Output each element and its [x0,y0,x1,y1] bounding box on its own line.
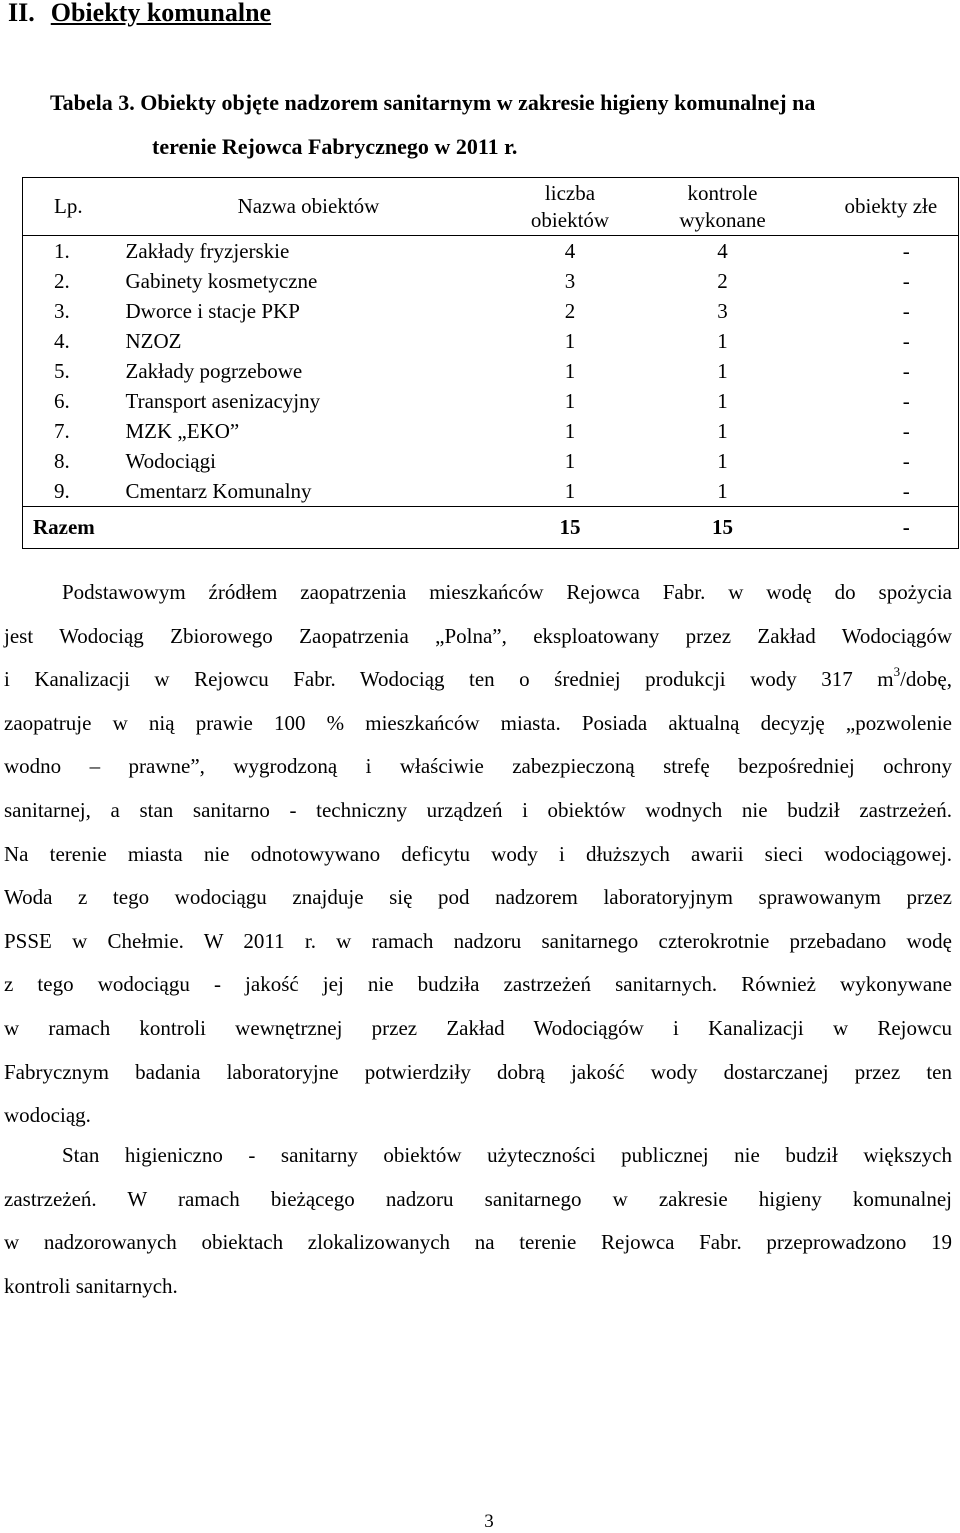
paragraph-line [4,702,952,746]
header-controls-line1: kontrole [687,180,758,205]
paragraph-line [4,1178,952,1222]
table-row [23,476,959,507]
row-lp: 6. [23,386,120,416]
row-lp: 9. [23,476,120,507]
paragraph-line-text: w nadzorowanych obiektach zlokalizowanych na terenie Rejowca Fabr. przeprowadzono 19 [4,1230,952,1255]
row-bad: - [803,476,959,507]
row-count: 4 [564,238,576,263]
paragraph-line [4,920,952,964]
row-controls: 1 [717,478,728,503]
row-bad: - [803,356,959,386]
paragraph-line-text: Podstawowym źródłem zaopatrzenia mieszkańców Rejowca Fabr. w wodę do spożycia [62,580,952,604]
table-total-row [23,507,959,549]
row-controls: 1 [717,448,728,473]
paragraph-line [4,571,952,615]
paragraph-line-text: sanitarnej, a stan sanitarno - techniczny urządzeń i obiektów wodnych nie budził zastrzeżeń. [4,797,952,822]
row-name: NZOZ [125,328,182,353]
section-title: Obiekty komunalne [50,0,272,27]
paragraph-line-text: wodociąg. [4,1103,91,1128]
total-label: Razem [23,507,498,549]
unit-suffix: /dobę, [900,667,952,692]
paragraph-line-text: z tego wodociągu - jakość jej nie budziła zastrzeżeń sanitarnych. Również wykonywane [4,972,952,997]
row-name: Dworce i stacje PKP [125,298,300,323]
row-bad: - [803,416,959,446]
row-lp: 4. [23,326,120,356]
row-controls: 4 [717,238,728,263]
row-count: 3 [564,268,576,293]
table-caption-line-1: Tabela 3. Obiekty objęte nadzorem sanitarnym w zakresie higieny komunalnej na [50,90,816,115]
row-count: 1 [564,328,576,353]
row-count: 1 [564,418,576,443]
paragraph-line [4,1051,952,1095]
paragraph-line-text: Stan higieniczno - sanitarny obiektów użyteczności publicznej nie budził większych [62,1143,952,1167]
row-controls: 2 [717,268,728,293]
row-bad: - [803,296,959,326]
header-count [498,178,643,236]
row-name: MZK „EKO” [125,418,240,443]
table-caption-line-2: terenie Rejowca Fabrycznego w 2011 r. [152,134,518,159]
table-row [23,326,959,356]
paragraph-line [4,1221,952,1265]
total-controls: 15 [643,507,803,549]
row-bad: - [803,236,959,267]
paragraph-line [4,1094,952,1138]
paragraph-line-text: Woda z tego wodociągu znajduje się pod nadzorem laboratoryjnym sprawowanym przez [4,885,952,910]
paragraph-line [4,876,952,920]
paragraph-line-text: Na terenie miasta nie odnotowywano deficytu wody i dłuższych awarii sieci wodociągowej. [4,841,952,866]
header-count-line2: obiektów [530,207,610,232]
paragraph-line [4,1265,952,1309]
row-controls: 1 [717,418,728,443]
row-name: Cmentarz Komunalny [125,478,312,503]
table-row [23,356,959,386]
table-row [23,236,959,267]
total-bad: - [803,507,959,549]
paragraph-line-text: kontroli sanitarnych. [4,1273,178,1298]
header-controls-line2: wykonane [679,207,766,232]
paragraph-line-text: Fabrycznym badania laboratoryjne potwierdziły dobrą jakość wody dostarczanej przez ten [4,1059,952,1084]
row-controls: 1 [717,328,728,353]
table-row [23,266,959,296]
header-lp: Lp. [23,178,120,236]
table-row [23,446,959,476]
row-controls: 3 [717,298,728,323]
paragraph-line [4,963,952,1007]
row-name: Zakłady fryzjerskie [125,238,290,263]
section-heading [8,0,271,28]
row-lp: 3. [23,296,120,326]
row-lp: 1. [23,236,120,267]
paragraph-line [4,1134,952,1178]
row-lp: 5. [23,356,120,386]
header-count-line1: liczba [544,180,596,205]
row-lp: 7. [23,416,120,446]
paragraph-line-text: jest Wodociąg Zbiorowego Zaopatrzenia „Polna”, eksploatowany przez Zakład Wodociągów [4,623,952,648]
row-controls: 1 [717,358,728,383]
page-number: 3 [484,1511,494,1532]
row-lp: 2. [23,266,120,296]
row-controls: 1 [717,388,728,413]
paragraph-line [4,1007,952,1051]
row-count: 1 [564,448,576,473]
paragraph-line-text: wodno – prawne”, wygrodzoną i właściwie zabezpieczoną strefę bezpośredniej ochrony [4,754,952,779]
paragraph-line [4,615,952,659]
header-bad: obiekty złe [803,178,959,236]
paragraph-line-text: w ramach kontroli wewnętrznej przez Zakład Wodociągów i Kanalizacji w Rejowcu [4,1015,952,1040]
row-bad: - [803,326,959,356]
row-count: 1 [564,478,576,503]
header-controls [643,178,803,236]
row-lp: 8. [23,446,120,476]
paragraph-public-buildings [4,1134,952,1308]
row-count: 2 [564,298,576,323]
header-name: Nazwa obiektów [120,178,498,236]
table-header-row [23,178,959,236]
table-row [23,416,959,446]
objects-table [22,177,959,549]
total-count: 15 [498,507,643,549]
row-count: 1 [564,358,576,383]
row-name: Transport asenizacyjny [125,388,321,413]
row-name: Wodociągi [125,448,216,473]
paragraph-line-text: zastrzeżeń. W ramach bieżącego nadzoru sanitarnego w zakresie higieny komunalnej [4,1186,952,1211]
row-count: 1 [564,388,576,413]
paragraph-line [4,745,952,789]
table-row [23,296,959,326]
paragraph-line-text: i Kanalizacji w Rejowcu Fabr. Wodociąg ten o średniej produkcji wody 317 m [4,667,894,692]
row-bad: - [803,446,959,476]
section-number: II. [8,0,35,27]
unit-superscript: 3 [893,664,901,680]
paragraph-line [4,833,952,877]
paragraph-line [4,658,952,702]
row-name: Zakłady pogrzebowe [125,358,303,383]
paragraph-line-text: PSSE w Chełmie. W 2011 r. w ramach nadzoru sanitarnego czterokrotnie przebadano wodę [4,928,952,953]
paragraph-line [4,789,952,833]
paragraph-water-supply [4,571,952,1138]
row-bad: - [803,386,959,416]
paragraph-line-text: zaopatruje w nią prawie 100 % mieszkańców miasta. Posiada aktualną decyzję „pozwolenie [4,710,952,735]
row-name: Gabinety kosmetyczne [125,268,318,293]
row-bad: - [803,266,959,296]
table-row [23,386,959,416]
